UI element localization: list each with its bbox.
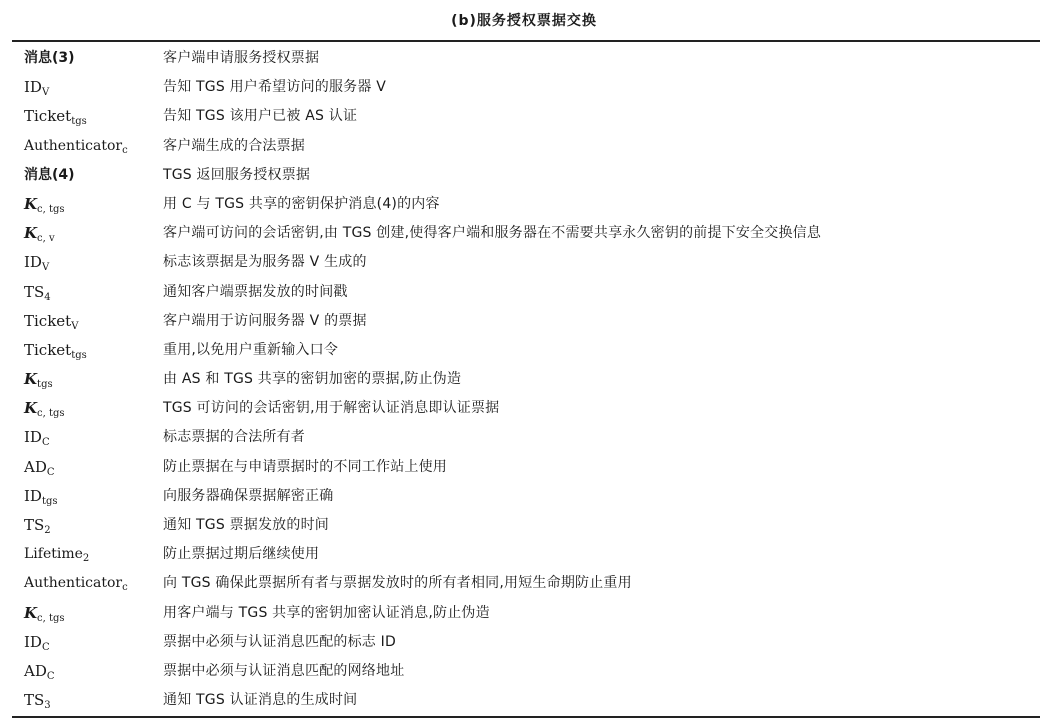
row-term [24,336,87,365]
row-description: 通知客户端票据发放的时间戳 [163,283,348,300]
term-base: 消息(3) [24,50,75,66]
row-term [24,44,75,73]
row-term [24,511,51,540]
term-subscript: C [46,466,55,478]
table-body [0,44,1048,715]
row-term [24,569,128,598]
term-base: ID [24,428,42,447]
row-term [24,132,128,161]
row-description: 标志票据的合法所有者 [163,429,305,446]
row-description: 防止票据过期后继续使用 [163,546,320,563]
row-description: 告知 TGS 用户希望访问的服务器 V [163,79,387,96]
term-subscript: c, v [37,233,55,245]
message-heading-row [0,44,1048,73]
term-subscript: c [122,144,128,156]
row-term [24,423,50,452]
term-subscript: V [41,87,50,99]
table-row [0,453,1048,482]
table-title: (b)服务授权票据交换 [451,13,597,29]
term-base: AD [24,457,47,476]
row-description: 客户端生成的合法票据 [163,137,305,154]
row-description: 客户端可访问的会话密钥,由 TGS 创建,使得客户端和服务器在不需要共享永久密钥的前提下安全交换信息 [163,225,822,242]
term-subscript: 2 [82,553,90,565]
term-subscript: 3 [44,700,51,712]
term-base: K [24,370,38,389]
table-row [0,540,1048,569]
term-base: K [24,194,38,213]
row-description: TGS 可访问的会话密钥,用于解密认证消息即认证票据 [163,400,500,417]
term-subscript: V [41,262,50,274]
table-row [0,336,1048,365]
row-term [24,102,87,131]
term-base: Ticket [24,107,72,126]
term-subscript: C [41,437,50,449]
term-base: ID [24,486,42,505]
table-row [0,569,1048,598]
table-row [0,482,1048,511]
row-description: 用客户端与 TGS 共享的密钥加密认证消息,防止伪造 [163,604,490,621]
row-description: 通知 TGS 认证消息的生成时间 [163,692,358,709]
term-base: ID [24,253,42,272]
term-base: TS [24,691,45,710]
row-term [24,161,75,190]
row-term [24,657,55,686]
term-base: Authenticator [24,137,123,154]
table-row [0,278,1048,307]
term-base: Authenticator [24,575,123,592]
row-term [24,599,65,628]
row-description: 告知 TGS 该用户已被 AS 认证 [163,108,358,125]
table-row [0,365,1048,394]
message-heading-row [0,161,1048,190]
table-row [0,307,1048,336]
bottom-rule [12,716,1040,718]
row-description: 标志该票据是为服务器 V 生成的 [163,254,367,271]
table-row [0,394,1048,423]
term-base: TS [24,516,45,534]
row-description: 重用,以免用户重新输入口令 [163,341,339,358]
row-description: 通知 TGS 票据发放的时间 [163,517,329,533]
term-base: Ticket [24,340,72,359]
term-subscript: c, tgs [37,612,65,624]
term-subscript: c, tgs [37,203,65,215]
row-term [24,540,89,569]
row-description: 向 TGS 确保此票据所有者与票据发放时的所有者相同,用短生命期防止重用 [163,575,632,592]
row-term [24,453,55,482]
term-subscript: tgs [71,116,87,128]
table-row [0,628,1048,657]
row-description: 票据中必须与认证消息匹配的标志 ID [163,633,396,650]
row-description: TGS 返回服务授权票据 [163,166,311,183]
top-rule [12,40,1040,42]
row-description: 票据中必须与认证消息匹配的网络地址 [163,662,405,679]
table-row [0,73,1048,102]
table-row [0,190,1048,219]
table-row [0,423,1048,452]
table-row [0,219,1048,248]
term-subscript: V [71,320,79,332]
term-base: K [24,224,38,243]
table-row [0,511,1048,540]
term-base: AD [24,661,47,680]
table-row [0,102,1048,131]
table-row [0,132,1048,161]
term-subscript: 4 [44,291,51,303]
term-subscript: c, tgs [37,408,65,420]
term-base: ID [24,632,42,651]
row-term [24,365,53,394]
row-term [24,482,58,511]
row-term [24,394,65,423]
term-subscript: c [122,582,128,594]
row-term [24,307,78,336]
term-subscript: 2 [44,525,51,536]
term-base: K [24,603,38,622]
term-base: K [24,399,38,418]
row-term [24,628,50,657]
term-subscript: tgs [41,495,58,507]
row-term [24,278,51,307]
row-description: 客户端用于访问服务器 V 的票据 [163,312,367,329]
term-base: Ticket [24,311,72,330]
row-description: 由 AS 和 TGS 共享的密钥加密的票据,防止伪造 [163,371,462,388]
row-term [24,686,51,715]
table-row [0,686,1048,715]
row-description: 用 C 与 TGS 共享的密钥保护消息(4)的内容 [163,195,440,212]
term-subscript: tgs [71,349,87,361]
row-description: 向服务器确保票据解密正确 [163,487,334,504]
row-description: 防止票据在与申请票据时的不同工作站上使用 [163,458,447,475]
term-base: ID [24,78,42,97]
table-row [0,248,1048,277]
row-description: 客户端申请服务授权票据 [163,50,320,66]
term-subscript: C [46,670,55,682]
row-term [24,219,55,248]
term-base: TS [24,282,45,301]
term-subscript: C [41,641,50,653]
table-row [0,599,1048,628]
term-base: Lifetime [24,546,83,563]
row-term [24,190,65,219]
term-base: 消息(4) [24,166,75,183]
row-term [24,73,49,102]
row-term [24,248,49,277]
term-subscript: tgs [37,379,53,391]
table-row [0,657,1048,686]
